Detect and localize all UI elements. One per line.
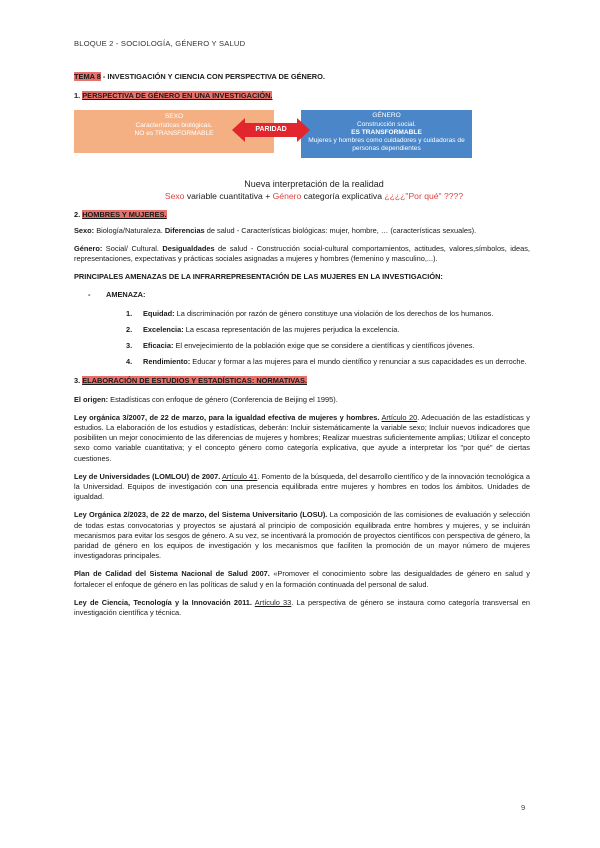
list-item-number: 3. [126,341,133,351]
list-item-term: Rendimiento: [143,357,191,367]
genero-line-1: Construcción social. [356,120,416,128]
interpretation-formula [74,191,530,202]
section-1-title: PERSPECTIVA DE GÉNERO EN UNA INVESTIGACIÓN. [82,91,273,101]
list-item-term: Eficacia: [143,341,174,351]
plan-calidad-title: Plan de Calidad del Sistema Nacional de Salud 2007. [74,569,270,579]
genero-term: Género: [74,243,103,253]
amenaza-label: AMENAZA: [106,290,146,300]
sexo-genero-diagram [74,106,530,178]
list-item-number: 2. [126,324,133,334]
articulo-33-link[interactable]: Artículo 33 [254,597,292,607]
articulo-20-link[interactable]: Artículo 20 [381,412,418,422]
ley-igualdad-title: Ley orgánica 3/2007, de 22 de marzo, para la igualdad efectiva de mujeres y hombres. [74,412,380,422]
genero-text-1: Social/ Cultural. [102,243,163,253]
section-1-heading [74,91,530,101]
desigualdades-term: Desigualdades [162,243,215,253]
section-3-heading [74,376,530,386]
section-1-number: 1. [74,91,83,101]
ley-universidades-title: Ley de Universidades (LOMLOU) de 2007. [74,471,221,481]
list-item-number: 1. [126,308,133,318]
tema-highlight: TEMA 8 [74,72,101,81]
list-item-text: El envejecimiento de la población exige que se considere a científicas y científicos jóvenes. [173,341,475,351]
section-3-title: ELABORACIÓN DE ESTUDIOS Y ESTADÍSTICAS: NORMATIVAS. [82,376,307,386]
ley-ciencia-text: . La perspectiva de género se instaura como categoría transversal en investigación científica y técnica. [74,597,530,618]
paridad-label: PARIDAD [255,126,287,134]
running-header: BLOQUE 2 - SOCIOLOGÍA, GÉNERO Y SALUD [74,39,246,48]
formula-sexo: Sexo [164,191,185,202]
genero-line-4: personas dependientes [352,145,421,153]
formula-question: ¿¿¿¿"Por qué" ???? [384,191,464,202]
ley-universidades-text: . Fomento de la búsqueda, del desarrollo científico y de la innovación tecnológica a la Universidad. Equipos de investigación con una presencia equilibrada entre mujeres y hombres en todos los ámbitos. Unidades de igualdad. [74,471,530,502]
sexo-line-2: NO es TRANSFORMABLE [134,130,214,138]
sexo-line-1: Características biológicas. [135,121,213,129]
genero-box [301,110,472,158]
dash-bullet: - [88,290,91,300]
principales-heading: PRINCIPALES AMENAZAS DE LA INFRARREPRESENTACIÓN DE LAS MUJERES EN LA INVESTIGACIÓN: [74,272,443,282]
list-item-term: Equidad: [143,308,175,318]
ley-ciencia-paragraph [74,598,530,618]
list-item [126,341,530,351]
genero-label: GÉNERO [372,112,401,120]
sexo-text-1: Biología/Naturaleza. [94,225,165,235]
formula-genero: Género [272,191,302,202]
section-2-title: HOMBRES Y MUJERES. [82,210,167,220]
list-item-term: Excelencia: [143,324,184,334]
articulo-41-link[interactable]: Artículo 41 [221,471,258,481]
list-item [126,357,530,367]
genero-line-2: ES TRANSFORMABLE [351,128,422,136]
ley-igualdad-text: . Adecuación de las estadísticas y estudios. La elaboración de los estudios y estadísticas, deberán: Incluir sistemáticamente la variable sexo; Incluir nuevos indicadores que posibiliten un mejor conocimiento de las diferencias de mujeres y hombres; Realizar muestras suficientemente amplias; Utilizar el concepto sexo como variable cuantitativa; y el concepto género como categoría explicativa, que ayude a interpretar los "por qué" de ciertas cuestiones. [74,412,530,463]
sexo-label: SEXO [164,113,184,121]
ley-losu-text: La composición de las comisiones de evaluación y selección de todas estas convocatorias y proyectos se ajustará al principio de composición equilibrada entre hombres y mujeres, y se incluirán mecanismos para evitar los sesgos de género. A su vez, se incentivará la promoción de proyectos científicos con perspectiva de género, la paridad de género en los equipos de investigación y los mecanismos que faciliten la promoción de un mayor número de mujeres investigadoras principales. [74,510,531,561]
genero-line-3: Mujeres y hombres como cuidadores y cuidadoras de [308,137,465,145]
formula-mid-1: variable cuantitativa + [184,191,273,202]
sexo-paragraph [74,226,530,236]
section-3-number: 3. [74,376,83,386]
section-2-number: 2. [74,210,83,220]
genero-paragraph [74,244,530,264]
page-title [74,72,530,82]
formula-mid-2: categoría explicativa [301,191,385,202]
diferencias-term: Diferencias [164,225,205,235]
plan-calidad-text: «Promover el conocimiento sobre las desigualdades de género en salud y fortalecer el enfoque de género en las políticas de salud y en la formación continuada del personal de salud. [74,569,530,589]
interpretation-line: Nueva interpretación de la realidad [244,179,384,190]
plan-calidad-paragraph [74,569,530,589]
list-item [126,308,530,319]
section-2-heading [74,210,530,220]
origen-text: Estadísticas con enfoque de género (Conferencia de Beijing el 1995). [108,394,338,404]
ley-universidades-paragraph [74,472,530,503]
list-item-text: La escasa representación de las mujeres perjudica la excelencia. [183,324,400,334]
sexo-text-2: de salud - Características biológicas: mujer, hombre, … (características sexuales). [204,225,477,235]
list-item-number: 4. [126,357,133,367]
list-item [126,324,530,335]
ley-igualdad-paragraph [74,413,530,464]
amenazas-list [74,309,530,368]
ley-losu-paragraph [74,510,530,561]
page-number: 9 [521,803,526,812]
amenaza-heading [88,290,530,300]
page-content [74,72,530,626]
ley-ciencia-title: Ley de Ciencia, Tecnología y la Innovación 2011. [74,597,252,607]
list-item-text: La discriminación por razón de género constituye una violación de los derechos de los humanos. [174,308,494,318]
title-text: - INVESTIGACIÓN Y CIENCIA CON PERSPECTIVA DE GÉNERO. [100,72,325,81]
ley-losu-title: Ley Orgánica 2/2023, de 22 de marzo, del Sistema Universitario (LOSU). [74,510,328,520]
list-item-text: Educar y formar a las mujeres para el mundo científico y renunciar a sus capacidades es un derroche. [190,357,527,367]
origen-term: El origen: [74,394,109,404]
genero-text-2: de salud - Construcción social-cultural comportamientos, actitudes, valores,símbolos, ideas, representaciones, expectativas y prácticas sociales asignadas a mujeres y hombres (femenino y masculino,...). [74,243,530,264]
sexo-term: Sexo: [74,225,95,235]
origen-paragraph [74,395,530,405]
